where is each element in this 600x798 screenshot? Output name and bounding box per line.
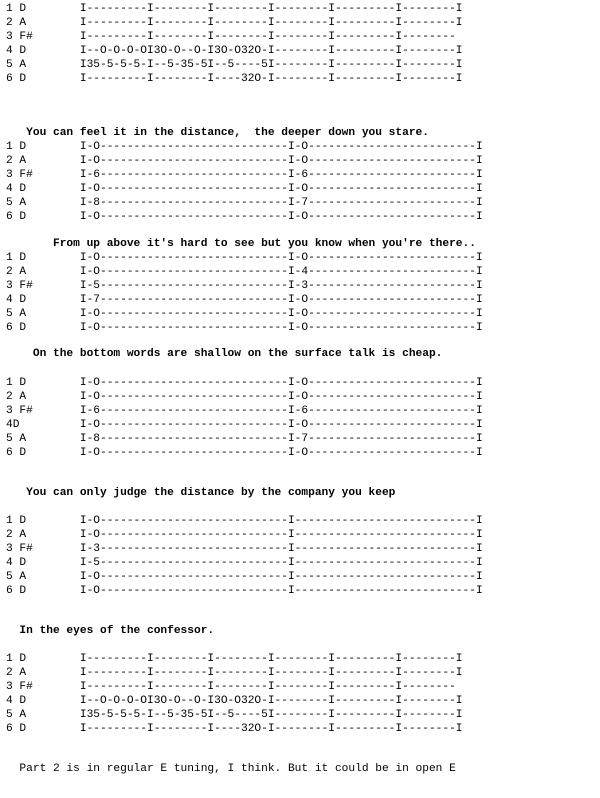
tab-line: 4 D I--O-O-O-OI3O-O--O-I3O-O32O-I--------I---------I--------I [6,45,463,57]
tab-line: 5 A I-O----------------------------I---------------------------I [6,571,483,583]
tab-line: 1 D I-O----------------------------I-O-------------------------I [6,377,483,389]
tab-line: 6 D I-O----------------------------I-O-------------------------I [6,211,483,223]
tab-line: 5 A I-O----------------------------I-O-------------------------I [6,308,483,320]
tab-line: 6 D I-O----------------------------I---------------------------I [6,585,483,597]
tab-line: 3 F# I-5----------------------------I-3-------------------------I [6,280,483,292]
tab-line: 5 A I-8----------------------------I-7-------------------------I [6,433,483,445]
lyric-line: In the eyes of the confessor. [6,625,215,637]
tab-line: 6 D I---------I--------I----32O-I--------I---------I--------I [6,723,463,735]
tab-line: 6 D I-O----------------------------I-O-------------------------I [6,322,483,334]
tab-line: 4 D I-5----------------------------I---------------------------I [6,557,483,569]
lyric-line: On the bottom words are shallow on the surface talk is cheap. [6,348,443,360]
tab-line: 3 F# I-6----------------------------I-6-------------------------I [6,169,483,181]
tab-line: 6 D I-O----------------------------I-O-------------------------I [6,447,483,459]
tab-line: 1 D I---------I--------I--------I--------I---------I--------I [6,653,463,665]
tab-line: 2 A I-O----------------------------I---------------------------I [6,529,483,541]
lyric-line: You can only judge the distance by the company you keep [6,487,396,499]
tab-line: 4 D I-7----------------------------I-O-------------------------I [6,294,483,306]
lyric-line: You can feel it in the distance, the deeper down you stare. [6,127,429,139]
tab-line: 3 F# I---------I--------I--------I--------I---------I-------- [6,681,456,693]
tab-line: 2 A I-O----------------------------I-O-------------------------I [6,155,483,167]
tab-line: 1 D I-O----------------------------I-O-------------------------I [6,141,483,153]
tab-line: 2 A I---------I--------I--------I--------I---------I--------I [6,17,463,29]
footer-note: Part 2 is in regular E tuning, I think. But it could be in open E [6,763,456,775]
tab-line: 1 D I-O----------------------------I---------------------------I [6,515,483,527]
tab-line: 2 A I-O----------------------------I-4-------------------------I [6,266,483,278]
tab-line: 5 A I-8----------------------------I-7-------------------------I [6,197,483,209]
tab-line: 2 A I-O----------------------------I-O-------------------------I [6,391,483,403]
tab-line: 3 F# I-6----------------------------I-6-------------------------I [6,405,483,417]
tab-line: 3 F# I-3----------------------------I---------------------------I [6,543,483,555]
tab-line: 4D I-O----------------------------I-O-------------------------I [6,419,483,431]
tab-line: 5 A I35-5-5-5-I--5-35-5I--5----5I--------I---------I--------I [6,59,463,71]
tab-line: 2 A I---------I--------I--------I--------I---------I--------I [6,667,463,679]
tab-line: 6 D I---------I--------I----32O-I--------I---------I--------I [6,73,463,85]
tab-line: 4 D I-O----------------------------I-O-------------------------I [6,183,483,195]
tab-line: 4 D I--O-O-O-OI3O-O--O-I3O-O32O-I--------I---------I--------I [6,695,463,707]
lyric-line: From up above it's hard to see but you know when you're there.. [6,238,476,250]
tab-line: 1 D I---------I--------I--------I--------I---------I--------I [6,3,463,15]
tab-line: 1 D I-O----------------------------I-O-------------------------I [6,252,483,264]
tab-line: 5 A I35-5-5-5-I--5-35-5I--5----5I--------I---------I--------I [6,709,463,721]
tab-line: 3 F# I---------I--------I--------I--------I---------I-------- [6,31,456,43]
